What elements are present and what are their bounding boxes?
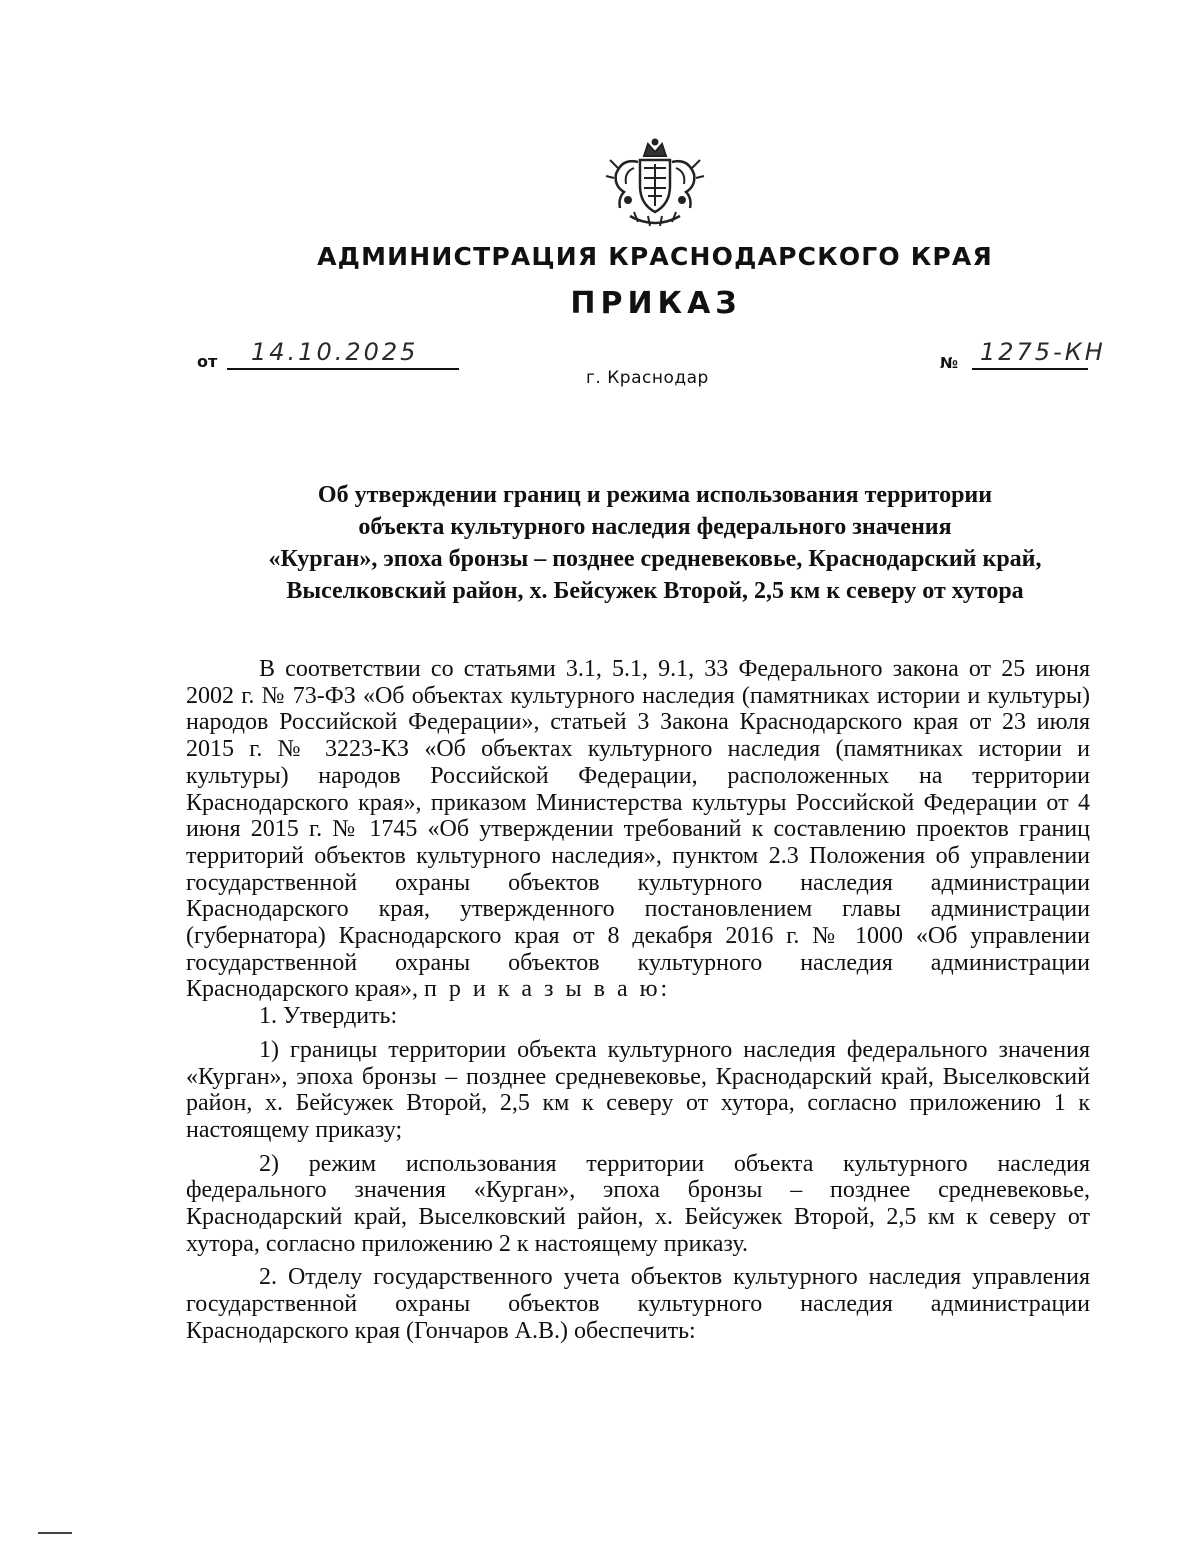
preamble-paragraph (186, 656, 1090, 1003)
organization-title: АДМИНИСТРАЦИЯ КРАСНОДАРСКОГО КРАЯ (317, 242, 993, 271)
subject-line: Об утверждении границ и режима использования территории (317, 482, 993, 508)
date-field (227, 340, 459, 370)
subject-line: Выселковский район, х. Бейсужек Второй, 2,5 км к северу от хутора (286, 578, 1024, 604)
number-field (972, 338, 1106, 370)
preamble-text: В соответствии со статьями 3.1, 5.1, 9.1, 33 Федерального закона от 25 июня 2002 г. № 73-ФЗ «Об объектах культурного наследия (памятниках истории и культуры) народов Российской Федерации», статьей 3 Закона Краснодарского края от 23 июля 2015 г. № 3223-КЗ «Об объектах культурного наследия (памятниках истории и культуры) народов Российской Федерации, расположенных на территории Краснодарского края», приказом Министерства культуры Российской Федерации от 4 июня 2015 г. № 1745 «Об утверждении требований к составлению проектов границ территорий объектов культурного наследия», пунктом 2.3 Положения об управлении государственной охраны объектов культурного наследия администрации Краснодарского края, утвержденного постановлением главы администрации (губернатора) Краснодарского края от 8 декабря 2016 г. № 1000 «Об управлении государственной охраны объектов культурного наследия администрации Краснодарского края», (186, 656, 1090, 1003)
item-1-2: 2) режим использования территории объекта культурного наследия федерального значения «Курган», эпоха бронзы – позднее средневековье, Краснодарский край, Выселковский район, х. Бейсужек Второй, 2,5 км к северу от хутора, согласно приложению 2 к настоящему приказу. (186, 1150, 1090, 1257)
city-label: г. Краснодар (586, 368, 709, 388)
order-word: п р и к а з ы в а ю: (424, 976, 671, 1003)
scan-artifact (38, 1532, 72, 1534)
subject-line: «Курган», эпоха бронзы – позднее средневековье, Краснодарский край, (268, 546, 1042, 572)
date-value: 14.10.2025 (251, 338, 419, 366)
item-1-1: 1) границы территории объекта культурного наследия федерального значения «Курган», эпоха бронзы – позднее средневековье, Краснодарский край, Выселковский район, х. Бейсужек Второй, 2,5 км к северу от хутора, согласно приложению 1 к настоящему приказу; (186, 1036, 1090, 1143)
document-type-title: ПРИКАЗ (570, 286, 742, 321)
number-value: 1275-КН (980, 338, 1106, 366)
date-prefix: от (197, 352, 218, 371)
subject-line: объекта культурного наследия федерального значения (358, 514, 952, 540)
number-prefix: № (940, 354, 959, 372)
order-body (186, 656, 1090, 1345)
coat-of-arms-icon (604, 138, 706, 230)
item-2: 2. Отделу государственного учета объектов культурного наследия управления государственной охраны объектов культурного наследия администрации Краснодарского края (Гончаров А.В.) обеспечить: (186, 1264, 1090, 1344)
order-number (940, 338, 1106, 376)
order-subject (150, 479, 1160, 607)
item-1: 1. Утвердить: (259, 1003, 398, 1030)
